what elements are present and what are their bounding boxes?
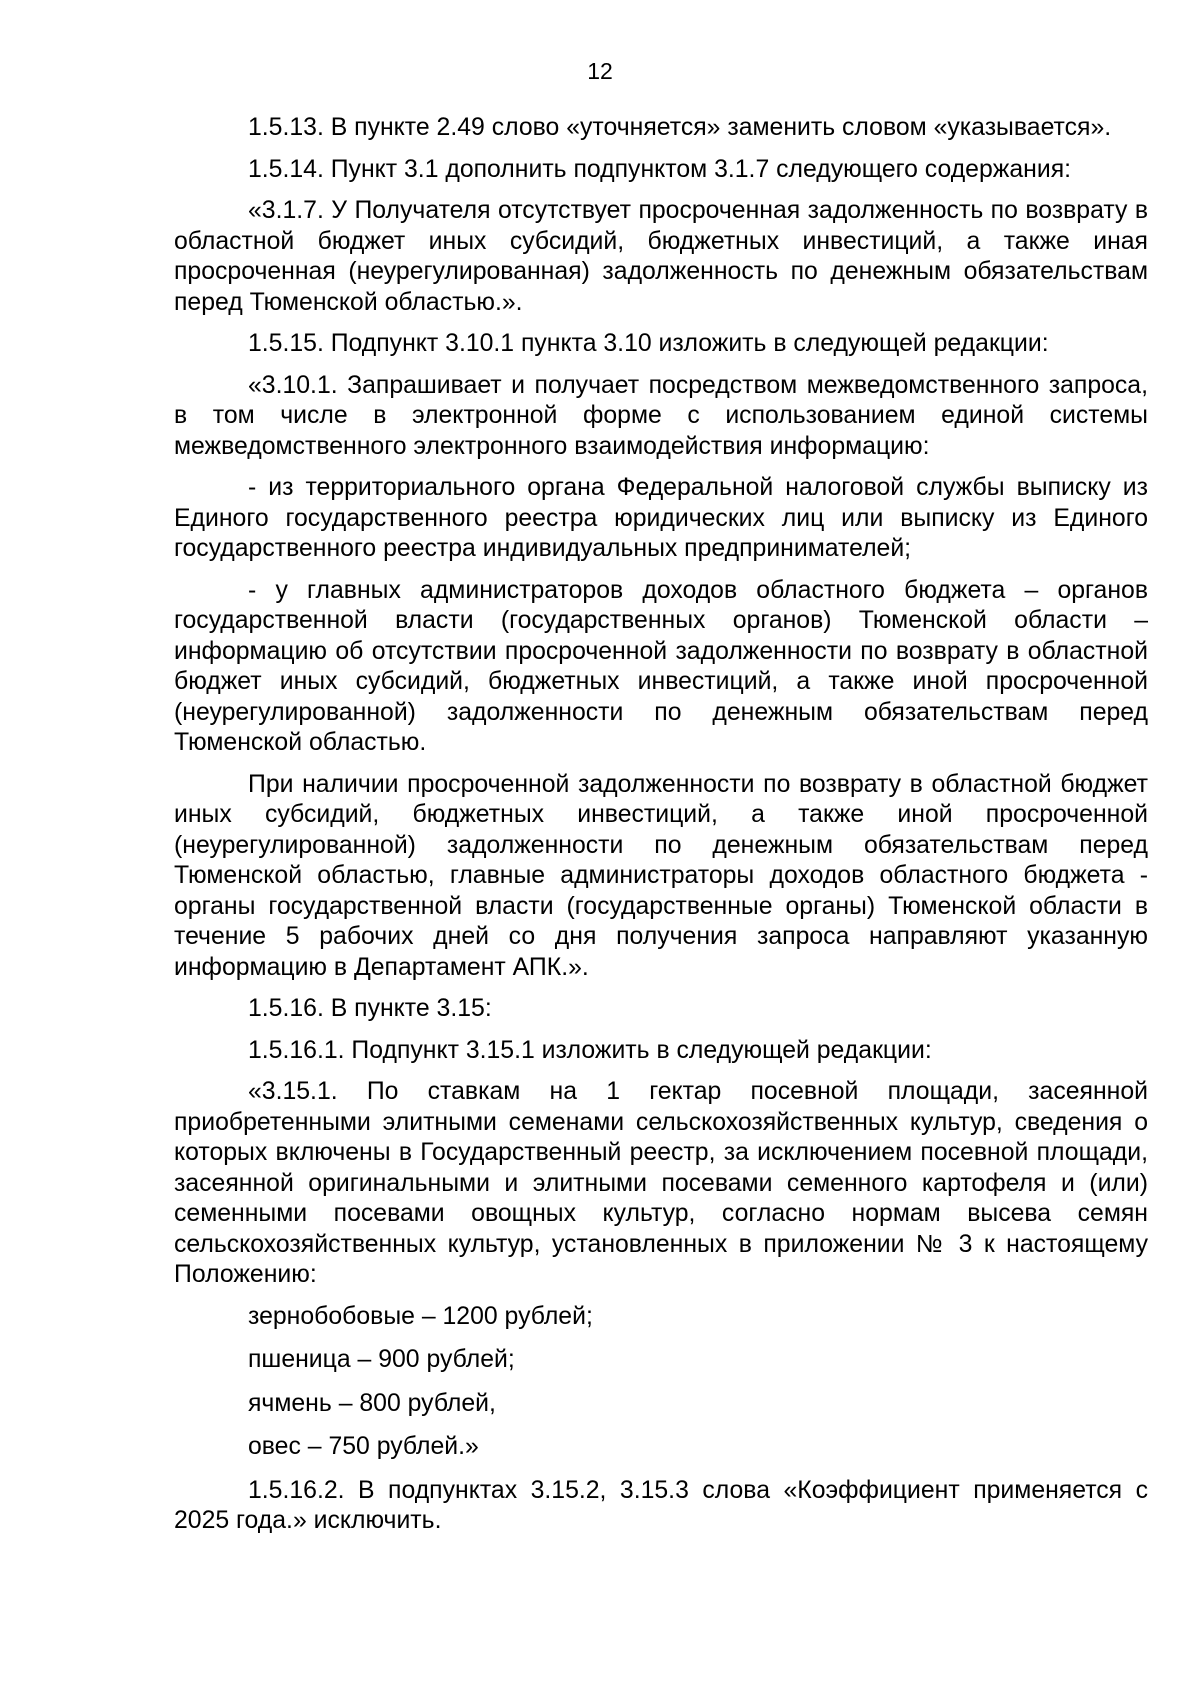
paragraph-1-5-13: 1.5.13. В пункте 2.49 слово «уточняется» заменить словом «указывается».: [248, 114, 1112, 141]
rate-barley: ячмень – 800 рублей,: [248, 1389, 496, 1417]
paragraph-1-5-16-2: 1.5.16.2. В подпунктах 3.15.2, 3.15.3 слова «Коэффициент применяется с 2025 года.» исключить.: [174, 1476, 1148, 1534]
paragraph-1-5-15: 1.5.15. Подпункт 3.10.1 пункта 3.10 изложить в следующей редакции:: [248, 330, 1049, 357]
paragraph-3-10-1: «3.10.1. Запрашивает и получает посредством межведомственного запроса, в том числе в электронной форме с использованием единой системы межведомственного электронного взаимодействия информацию:: [174, 371, 1148, 460]
rate-legumes: зернобобовые – 1200 рублей;: [248, 1302, 593, 1330]
paragraph-overdue-debt: При наличии просроченной задолженности по возврату в областной бюджет иных субсидий, бюджетных инвестиций, а также иной просроченной (неурегулированной) задолженности по денежным обязательствам перед Тюменской областью, главные администраторы доходов областного бюджета - органы государственной власти (государственные органы) Тюменской области в течение 5 рабочих дней со дня получения запроса направляют указанную информацию в Департамент АПК.».: [174, 770, 1148, 981]
page-number: 12: [587, 58, 613, 84]
paragraph-tax-service-extract: - из территориального органа Федеральной налоговой службы выписку из Единого государственного реестра юридических лиц или выписку из Единого государственного реестра индивидуальных предпринимателей;: [174, 474, 1148, 562]
rate-oats: овес – 750 рублей.»: [248, 1433, 479, 1460]
paragraph-3-15-1: «3.15.1. По ставкам на 1 гектар посевной площади, засеянной приобретенными элитными семенами сельскохозяйственных культур, сведения о которых включены в Государственный реестр, за исключением посевной площади, засеянной оригинальными и элитными посевами семенного картофеля и (или) семенными посевами овощных культур, согласно нормам высева семян сельскохозяйственных культур, установленных в приложении № 3 к настоящему Положению:: [174, 1078, 1148, 1288]
rate-wheat: пшеница – 900 рублей;: [248, 1346, 515, 1373]
document-body: [174, 113, 1148, 1548]
paragraph-1-5-16-1: 1.5.16.1. Подпункт 3.15.1 изложить в следующей редакции:: [248, 1036, 932, 1064]
paragraph-1-5-16: 1.5.16. В пункте 3.15:: [248, 995, 492, 1022]
paragraph-1-5-14: 1.5.14. Пункт 3.1 дополнить подпунктом 3.1.7 следующего содержания:: [248, 155, 1072, 183]
paragraph-revenue-administrators: - у главных администраторов доходов областного бюджета – органов государственной власти (государственных органов) Тюменской области – информацию об отсутствии просроченной задолженности по возврату в областной бюджет иных субсидий, бюджетных инвестиций, а также иной просроченной (неурегулированной) задолженности по денежным обязательствам перед Тюменской областью.: [174, 576, 1148, 756]
paragraph-3-1-7: «3.1.7. У Получателя отсутствует просроченная задолженность по возврату в областной бюджет иных субсидий, бюджетных инвестиций, а также иная просроченная (неурегулированная) задолженность по денежным обязательствам перед Тюменской областью.».: [174, 197, 1148, 316]
